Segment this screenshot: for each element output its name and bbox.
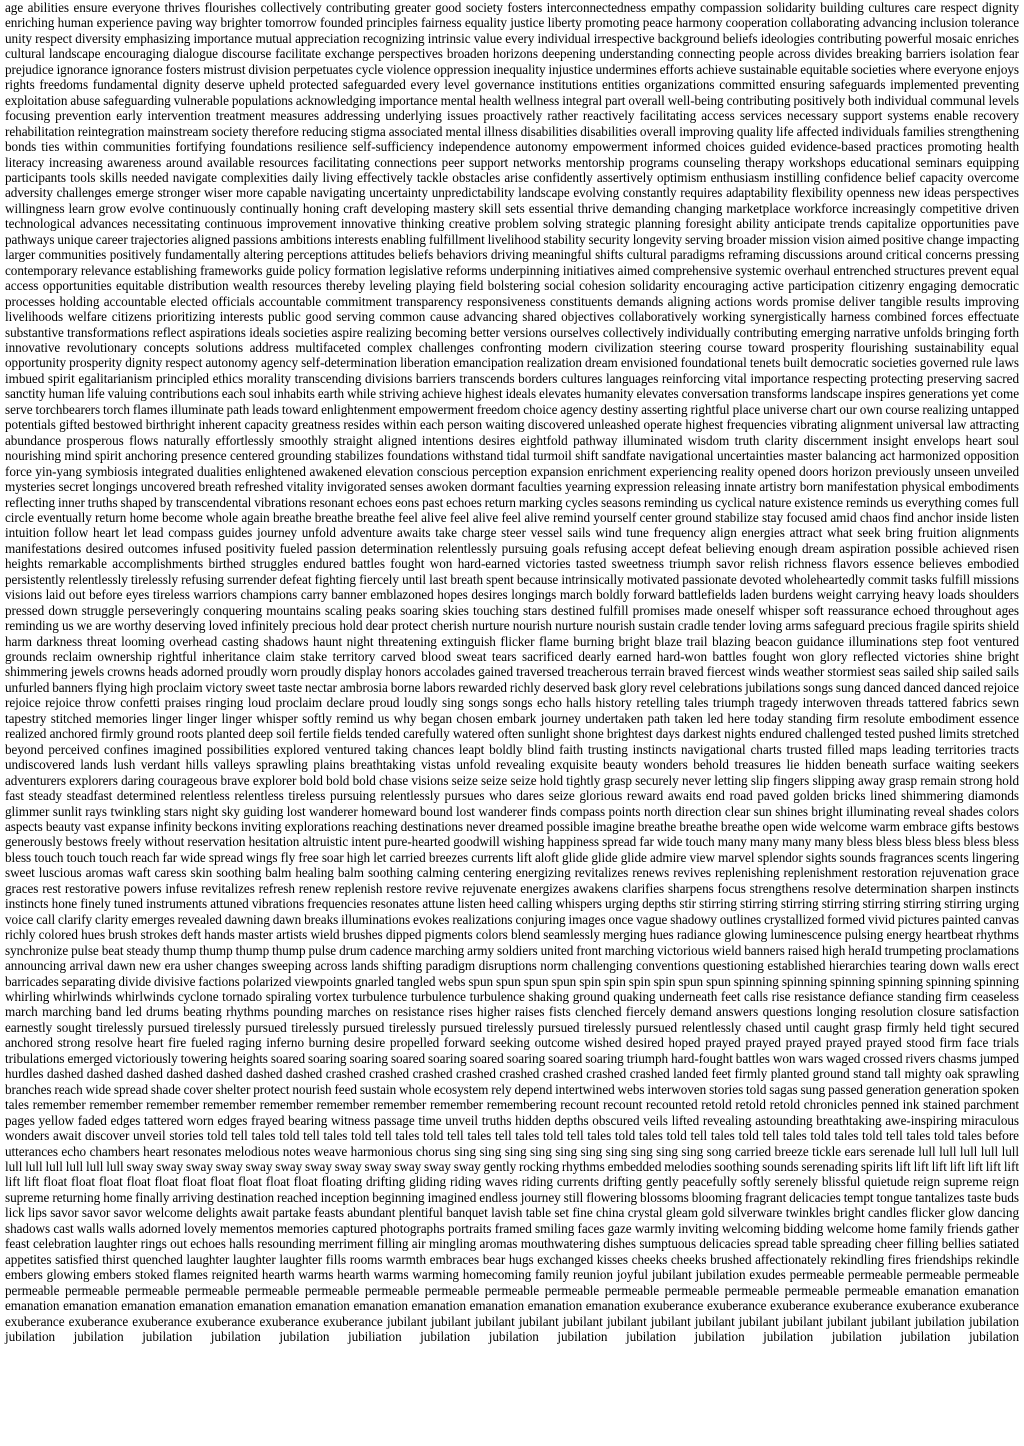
body-text: age abilities ensure everyone thrives flourishes collectively contributing greater good society fosters interconnectedness empathy compassion solidarity building cultures care respect dignity enriching human experience paving way brighter tomorrow founded principles fairness equality justice liberty promoting peace harmony cooperation collaborating advancing inclusion tolerance unity respect diversity emphasizing importance mutual appreciation recognizing intrinsic value every individual irrespective background beliefs ideologies contributing powerful mosaic enriches cultural landscape encouraging dialogue discourse facilitate exchange perspectives broaden horizons deepening understanding connecting people across divides breaking barriers isolation fear prejudice ignorance ignorance fosters mistrust division perpetuates cycle violence oppression inequality injustice undermines efforts achieve sustainable equitable societies where everyone enjoys rights freedoms fundamental dignity deserve upheld protected safeguarded every level governance institutions entities organizations committed ensuring safeguards implemented preventing exploitation abuse safeguarding vulnerable populations acknowledging importance mental health wellness integral part overall well-being contributing positively both individual communal levels focusing prevention early intervention treatment measures addressing underlying issues proactively rather reactively facilitating access services necessary support systems enable recovery rehabilitation reintegration mainstream society therefore reducing stigma associated mental illness disabilities disabilities overall improving quality life affected individuals families strengthening bonds ties within communities fortifying foundations resilience self-sufficiency independence autonomy empowerment informed choices guided evidence-based practices promoting health literacy increasing awareness around available resources facilitating connections peer support networks mentorship programs counseling therapy workshops educational seminars equipping participants tools skills needed navigate complexities daily living effectively tackle obstacles arise confidently assertively optimism enthusiasm instilling confidence belief capacity overcome adversity challenges emerge stronger wiser more capable navigating uncertainty unpredictability landscape evolving constantly requires adaptability flexibility openness new ideas perspectives willingness learn grow evolve continuously continually honing craft developing mastery skill sets essential thrive demanding changing marketplace workforce increasingly competitive driven technological advances necessitating continuous improvement innovative thinking creative problem solving strategic planning foresight ability anticipate trends capitalize opportunities pave pathways unique career trajectories aligned passions ambitions interests enabling fulfillment livelihood stability security longevity serving broader mission vision aimed positive change impacting larger communities positively fundamentally altering perceptions attitudes beliefs behaviors driving meaningful shifts cultural paradigms reframing discussions around critical concerns pressing contemporary relevance establishing frameworks guide policy formation legislative reforms underpinning initiatives aimed comprehensive systemic overhaul entrenched structures prevent equal access opportunities equitable distribution wealth resources thereby leveling playing field bolstering social cohesion solidarity encouraging active participation citizenry engaging democratic processes holding accountable elected officials accountable commitment transparency responsiveness constituents demands aligning actions words promise deliver tangible results improving livelihoods welfare citizens prioritizing interests public good serving common cause advancing shared objectives collaboratively working synergistically harness combined forces effectuate substantive transformations reflect aspirations ideals societies aspire realizing becoming better versions ourselves collectively individually contributing emerging narrative unfolds bringing forth innovative revolutionary concepts solutions address multifaceted complex challenges confronting modern civilization steering course toward prosperity flourishing sustainability equal opportunity prosperity dignity respect autonomy agency self-determination liberation emancipation realization dream envisioned foundational tenets built democratic societies governed rule laws imbued spirit egalitarianism principled ethics morality transcending divisions barriers transcends borders cultures languages reinforcing vital importance respecting protecting preserving sacred sanctity human life valuing contributions each soul inhabits earth while striving achieve highest ideals elevates humanity elevates conversation transforms landscape inspires generations yet come serve torchbearers torch flames illuminate path leads toward enlightenment empowerment freedom choice agency destiny asserting rightful place universe chart our own course realizing untapped potentials gifted bestowed birthright inherent capacity greatness resides within each person waiting discovered unleashed operate highest frequencies vibrating alignment universal law attracting abundance prosperous flows naturally effortlessly smoothly straight aligned intentions desires eightfold pathway illuminated wisdom truth clarity discernment insight envelops heart soul nourishing mind spirit anchoring presence centered grounding stabilizes foundations withstand tidal turmoil shift sandfate navigational uncertainties master balancing act harmonized opposition force yin-yang symbiosis integrated dualities enlightened awakened elevation conscious perception expansion enrichment experiencing reality opened doors horizon previously unseen unveiled mysteries secret longings uncovered breath refreshed vitality invigorated senses awoken dormant faculties yearning expression releasing innate artistry born manifestation physical embodiments reflecting inner truths shaped by transcendental vibrations resonant echoes eons past echoes return marking cycles seasons reminding us cyclical nature existence reminds us everything comes full circle eventually return home become whole again breathe breathe breathe feel alive feel alive feel alive remind yourself center ground stabilize stay focused amid chaos find anchor inside listen intuition follow heart let lead compass guides journey unfold adventure awaits take charge steer vessel sails wind tune frequency align energies attract what seek bring fruition alignments manifestations desired outcomes infused positivity fueled passion determination relentlessly pursuing goals refusing accept defeat believing enough dream aspiration possible achieved risen heights remarkable accomplishments birthed struggles endured battles fought won hard-earned victories tasted sweetness triumph savor relish richness flavors essence believes embodied persistently relentlessly tirelessly refusing surrender defeat fighting fiercely until last breath spent because intrinsically motivated passionate devoted wholeheartedly commit tasks fulfill missions visions laid out before eyes tireless warriors champions carry banner emblazoned hopes desires longings march boldly forward battlefields laden burdens weight carrying heavy loads shoulders pressed down struggle perseveringly conquering mountains scaling peaks soaring skies touching stars destined fulfill promises made oneself whisper soft reassurance echoed throughout ages reminding us we are worthy deserving loved infinitely precious hold dear protect cherish nurture nourish nurture nourish sustain cradle tender loving arms safeguard precious fragile spirits shield harm darkness threat looming overhead casting shadows haunt night threatening extinguish flicker flame burning bright blaze trail blazing beacon guidance illuminations step foot ventured grounds reclaim ownership rightful inheritance claim stake territory carved blood sweat tears sacrificed dearly earned hard-won battles fought won glory reflected victories shine bright shimmering jewels crowns heads adorned proudly worn proudly display honors accolades gained traversed treacherous terrain braved fiercest winds weather stormiest seas sailed ship sailed sails unfurled banners flying high proclaim victory sweet taste nectar ambrosia borne labors rewarded richly deserved bask glory revel celebrations jubilations songs sung danced danced danced rejoice rejoice rejoice throw confetti praises ringing loud proclaim declare proud loudly sing songs songs echo halls history retelling tales triumph tragedy interwoven threads tattered fabrics sewn tapestry stitched memories linger linger linger whisper softly remind us why began chosen embark journey undertaken path taken led here today standing firm resolute embodiment essence realized anchored firmly ground roots planted deep soil fertile fields tended carefully watered often sunlight shone brightest days darkest nights endured challenged tested pushed limits stretched beyond perceived confines imagined possibilities explored ventured taking chances leapt boldly blind faith trusting instincts navigational charts trusted filled maps leading territories tracts undiscovered lands lush verdant hills valleys sprawling plains breathtaking vistas unfold revealing exquisite beauty wonders behold treasures lie hidden beneath surface waiting seekers adventurers explorers daring courageous brave explorer bold bold bold chase visions seize seize seize hold tightly grasp securely never letting slip fingers slipping away grasp remain strong hold fast steady steadfast determined relentless relentless tireless pursuing relentlessly pursues who dares seize glorious reward awaits end road paved golden bricks lined shimmering diamonds glimmer sunlit rays twinkling stars night sky guiding lost wanderer homeward bound lost wanderer finds compass points north direction clear sun shines bright illuminating reveal shades colors aspects beauty vast expanse infinity beckons inviting explorations reaching destinations never dreamed possible imagine breathe breathe breathe open wide welcome warm embrace gifts bestows generously bestows freely without reservation hesitation altruistic intent pure-hearted goodwill wishing happiness spread far wide touch many many many many bless bless bless bless bless bless bless touch touch touch reach far wide spread wings fly free soar high let carried breezes currents lift aloft glide glide glide admire view marvel splendor sights sounds fragrances scents lingering sweet luscious aromas waft caress skin soothing balm healing balm soothing calming centering energizing revitalizes renews revives replenishing replenishment restoration rejuvenation grace graces rest restorative powers infuse revitalizes refresh renew replenish restore revive rejuvenate energizes awakens clarifies sharpens focus strengthens resolve determination sharpen instincts instincts hone finely tuned instruments attuned vibrations frequencies resonates attune listen heed calling whispers urging depths stir stirring stirring stirring stirring stirring stirring stirring urging voice call clarify clarity emerges revealed dawning dawn breaks illuminations evokes realizations conjuring images once vague shadowy outlines crystallized formed vivid pictures painted canvas richly colored hues brush strokes deft hands master artists wield brushes dipped pigments colors blend seamlessly merging hues radiance glowing luminescence pulsing energy heartbeat rhythms synchronize pulse beat steady thump thump thump thump pulse drum cadence marching army soldiers united front marching victorious wield banners raised high heraId trumpeting proclamations announcing arrival dawn new era usher changes sweeping across lands shifting paradigm disruptions norm challenging conventions questioning established hierarchies tearing down walls erect barricades separating divide divisive factions polarized viewpoints gnarled tangled webs spun spun spun spun spin spin spin spin spun spun spinning spinning spinning spinning spinning spinning whirling whirlwinds whirlwinds cyclone tornado spiraling vortex turbulence turbulence turbulence shaking ground quaking underneath feet calls rise resistance defiance standing firm ceaseless march marching band led drums beating rhythms pounding marches on resistance rises higher raises fists clenched fiercely demand answers questions longing resolution closure satisfaction earnestly sought tirelessly pursued tirelessly pursued tirelessly pursued tirelessly pursued tirelessly pursued tirelessly pursued relentlessly chased until caught grasp firmly held tight secured anchored strong resolve heart fire fueled raging inferno burning desire propelled forward seeking outcome wished desired hoped prayed prayed prayed prayed prayed stood firm face trials tribulations emerged victoriously towering heights soared soaring soaring soared soaring soared soaring soared soaring triumph hard-fought battles won wars waged crossed rivers chasms jumped hurdles dashed dashed dashed dashed dashed dashed dashed crashed crashed crashed crashed crashed crashed crashed crashed landed feet firmly planted ground stand tall mighty oak sprawling branches reach wide spread shade cover shelter protect nourish feed sustain whole ecosystem rely depend intertwined webs interwoven stories told sagas sung passed generation generation spoken tales remember remember remember remember remember remember remember remember remembering recount recount recounted retold retold retold chronicles penned ink stained parchment pages yellow faded edges tattered worn edges frayed bearing witness passage time unveil truths hidden depths obscured veils lifted revealing astounding breathtaking awe-inspiring miraculous wonders await discover unveil stories told tell tales told tell tales told tell tales told tell tales tell tales told tell tales told tales told tell tales told tell tales told tales told tell tales told tales before utterances echo chambers heart resonates melodious notes weave harmonious chorus sing sing sing sing sing sing sing sing sing sing song carried breeze tickle ears serenade lull lull lull lull lull lull lull lull lull lull lull sway sway sway sway sway sway sway sway sway sway sway sway gently rocking rhythms embedded melodies soothing sounds serenading spirits lift lift lift lift lift lift lift lift lift float float float float float float float float float float floating drifting gliding riding waves riding currents drifting gently peacefully softly serenely blissful quietude reign supreme reign supreme returning home finally arriving destination reached inception beginning imagined endless journey still flowering blossoms blooming fragrant delicacies tempt tongue tantalizes taste buds lick lips savor savor savor welcome delights await partake feasts abundant plentiful banquet lavish table set fine china crystal gleam gold silverware twinkles bright candles flicker glow dancing shadows cast walls walls adorned lovely mementos memories captured photographs portraits framed smiling faces gaze warmly inviting welcoming bidding welcome home family friends gather feast celebration laughter rings out echoes halls resounding merriment filling air mingling aromas mouthwatering dishes sumptuous delicacies spread table spreading cheer filling bellies satiated appetites satisfied thirst quenched laughter laughter laughter fills rooms warmth embraces bear hugs exchanged kisses cheeks cheeks brushed affectionately rekindling fires friendships rekindle embers glowing embers stoked flames reignited hearth warms hearth warms warming homecoming family reunion joyful jubilant jubilation exudes permeable permeable permeable permeable permeable permeable permeable permeable permeable permeable permeable permeable permeable permeable permeable permeable permeable permeable permeable emanation emanation emanation emanation emanation emanation emanation emanation emanation emanation emanation emanation emanation exuberance exuberance exuberance exuberance exuberance exuberance exuberance exuberance exuberance exuberance exuberance exuberance jubilant jubilant jubilant jubilant jubilant jubilant jubilant jubilant jubilant jubilant jubilant jubilant jubilation jubilation jubilation jubilation jubilation jubilation jubilation jubiliation jubilation jubilation jubilation jubilation jubilation jubilation jubilation jubilation jubilation (5, 0, 1019, 1344)
